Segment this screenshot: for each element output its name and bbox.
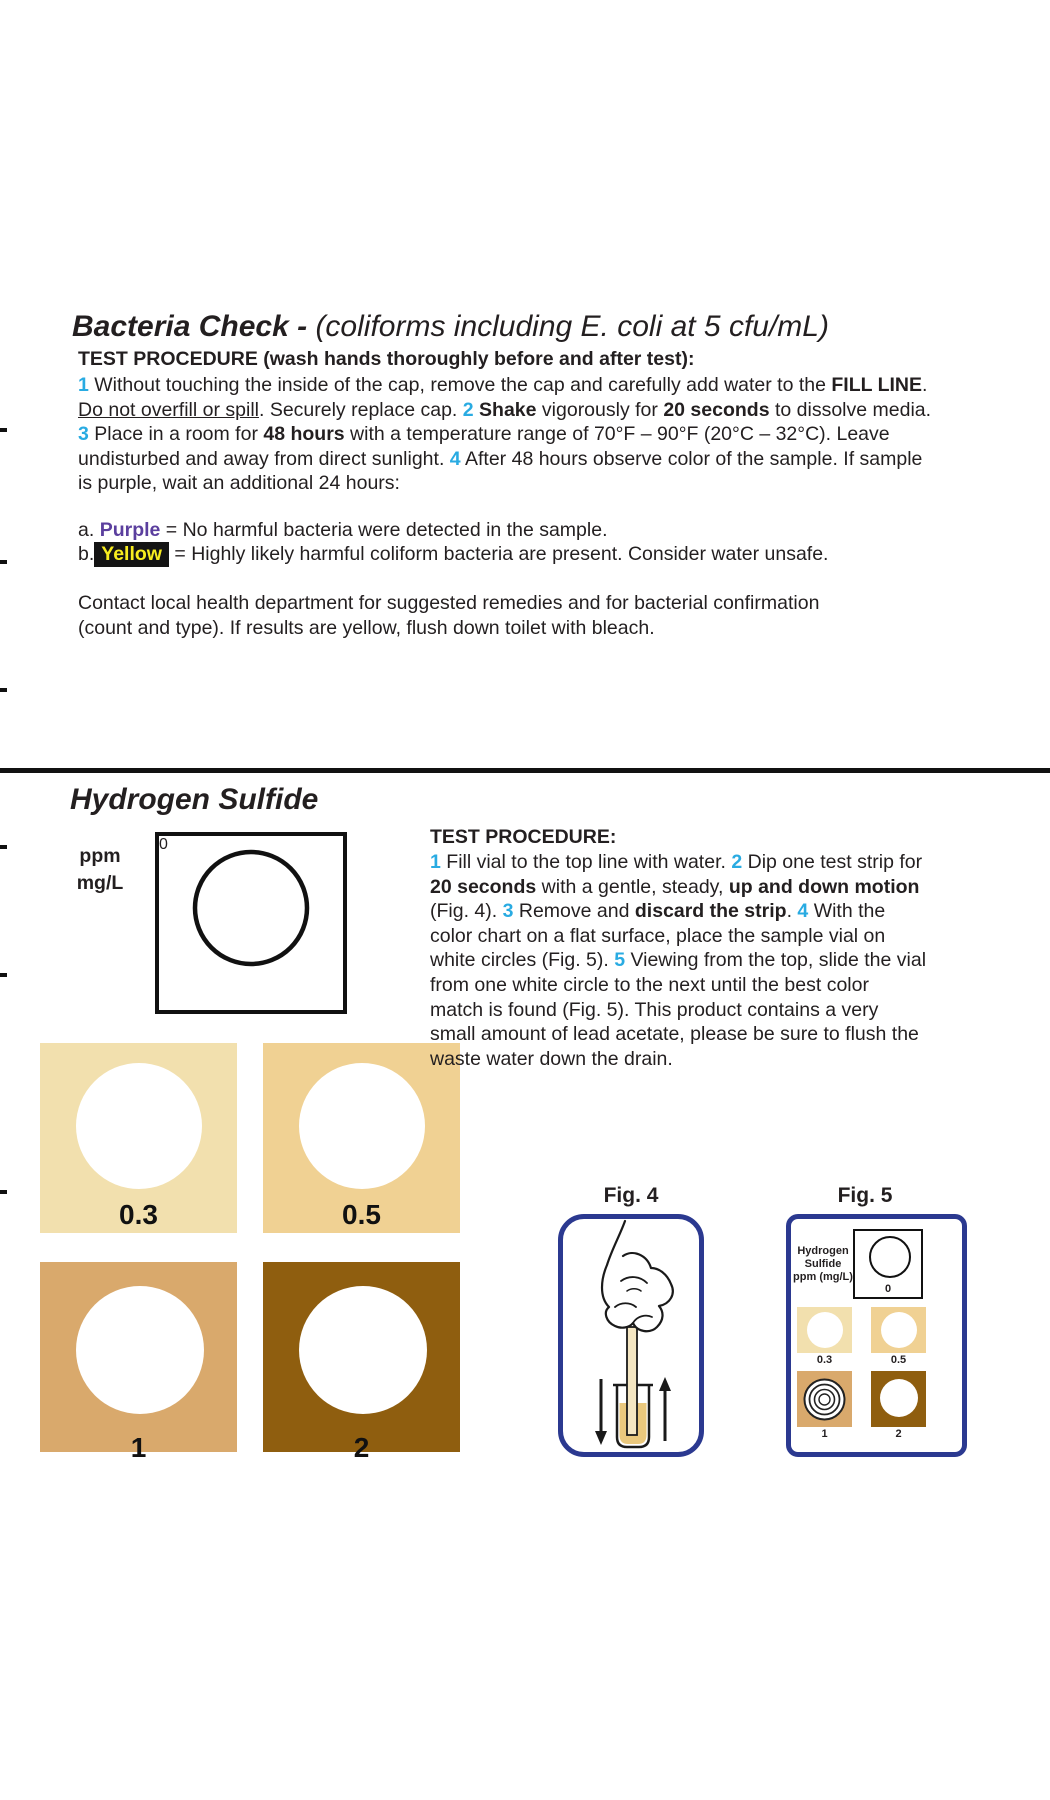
fig5-value-0: 0 xyxy=(884,1283,892,1295)
chart-swatch-0.5 xyxy=(263,1043,460,1233)
edge-print-mark xyxy=(0,428,7,432)
bacteria-title-bold: Bacteria Check - xyxy=(72,310,308,343)
white-circle xyxy=(299,1063,425,1189)
bacteria-contact-note: Contact local health department for suggested remedies and for bacterial confirmation (count and type). If results are yellow, flush down toilet with bleach. xyxy=(78,592,820,639)
fig4-caption: Fig. 4 xyxy=(603,1184,659,1207)
white-circle xyxy=(880,1379,918,1417)
white-circle xyxy=(299,1286,427,1414)
vial-placement-circle-icon xyxy=(159,836,343,986)
bacteria-procedure-steps: 1 Without touching the inside of the cap, remove the cap and carefully add water to the FILL LINE. Do not overfill or spill. Securely replace cap. 2 Shake vigorously for 20 seconds to dissolve media. 3 Place in a room for 48 hours with a temperature range of 70°F – 90°F (20°C – 32°C). Leave undisturbed and away from direct sunlight. 4 After 48 hours observe color of the sample. If sample is purple, wait an additional 24 hours: xyxy=(78,374,932,495)
chart-swatch-0 xyxy=(155,832,347,1014)
bacteria-result-purple: a. Purple = No harmful bacteria were detected in the sample. xyxy=(78,519,608,541)
edge-print-mark xyxy=(0,973,7,977)
chart-units-ppm: ppm xyxy=(79,845,121,867)
white-circle xyxy=(76,1286,204,1414)
chart-swatch-1 xyxy=(40,1262,237,1463)
fig5-swatch-2 xyxy=(871,1371,926,1427)
bacteria-procedure-heading: TEST PROCEDURE (wash hands thoroughly before and after test): xyxy=(78,348,695,370)
fig5-swatch-0.5 xyxy=(871,1307,926,1353)
fig5-value-2: 2 xyxy=(895,1428,902,1440)
chart-value-2: 2 xyxy=(353,1432,370,1463)
fig5-caption: Fig. 5 xyxy=(837,1184,893,1207)
chart-swatch-2 xyxy=(263,1262,460,1463)
edge-print-mark xyxy=(0,560,7,564)
chart-value-1: 1 xyxy=(130,1432,147,1463)
bacteria-title-subtext: (coliforms including E. coli at 5 cfu/mL) xyxy=(307,310,829,343)
vial-top-view-icon xyxy=(802,1377,847,1422)
chart-value-0.5: 0.5 xyxy=(342,1199,381,1230)
h2s-procedure-steps: 1 Fill vial to the top line with water. 2 Dip one test strip for 20 seconds with a gentle, steady, up and down motion (Fig. 4). 3 Remove and discard the strip. 4 With the color chart on a flat surface, place the sample vial on white circles (Fig. 5). 5 Viewing from the top, slide the vial from one white circle to the next until the best color match is found (Fig. 5). This product contains a very small amount of lead acetate, please be sure to flush the waste water down the drain. xyxy=(430,851,927,1070)
fig5-value-0.5: 0.5 xyxy=(890,1354,907,1366)
chart-units-mgl: mg/L xyxy=(76,872,124,894)
fig5-label-line3: ppm (mg/L) xyxy=(793,1271,853,1283)
chart-value-0: 0 xyxy=(159,836,168,853)
fig5-swatch-1 xyxy=(797,1371,852,1427)
section-divider xyxy=(0,768,1050,773)
chart-swatch-0.3 xyxy=(40,1043,237,1233)
fig5-value-0.3: 0.3 xyxy=(816,1354,833,1366)
vial-placement-circle-icon xyxy=(869,1236,911,1278)
white-circle xyxy=(807,1312,843,1348)
fig5-box xyxy=(786,1214,967,1457)
h2s-section-title: Hydrogen Sulfide xyxy=(70,783,319,816)
fig5-swatch-0 xyxy=(853,1229,923,1299)
hand-dip-illustration xyxy=(563,1219,699,1452)
fig5-label-line1: Hydrogen xyxy=(797,1245,849,1257)
bacteria-section-title xyxy=(72,310,972,344)
fig5-value-1: 1 xyxy=(821,1428,828,1440)
white-circle xyxy=(881,1312,917,1348)
white-circle xyxy=(76,1063,202,1189)
chart-units-label xyxy=(60,843,140,897)
h2s-procedure-heading: TEST PROCEDURE: xyxy=(430,826,617,848)
bacteria-check-section xyxy=(72,310,972,344)
edge-print-mark xyxy=(0,845,7,849)
fig5-label-line2: Sulfide xyxy=(804,1258,842,1270)
edge-print-mark xyxy=(0,1190,7,1194)
fig5-swatch-0.3 xyxy=(797,1307,852,1353)
bacteria-result-yellow: b. Yellow = Highly likely harmful coliform bacteria are present. Consider water unsafe. xyxy=(78,543,829,565)
chart-value-0.3: 0.3 xyxy=(119,1199,158,1230)
fig5-chart-label xyxy=(793,1245,853,1284)
fig4-box xyxy=(558,1214,704,1457)
edge-print-mark xyxy=(0,688,7,692)
